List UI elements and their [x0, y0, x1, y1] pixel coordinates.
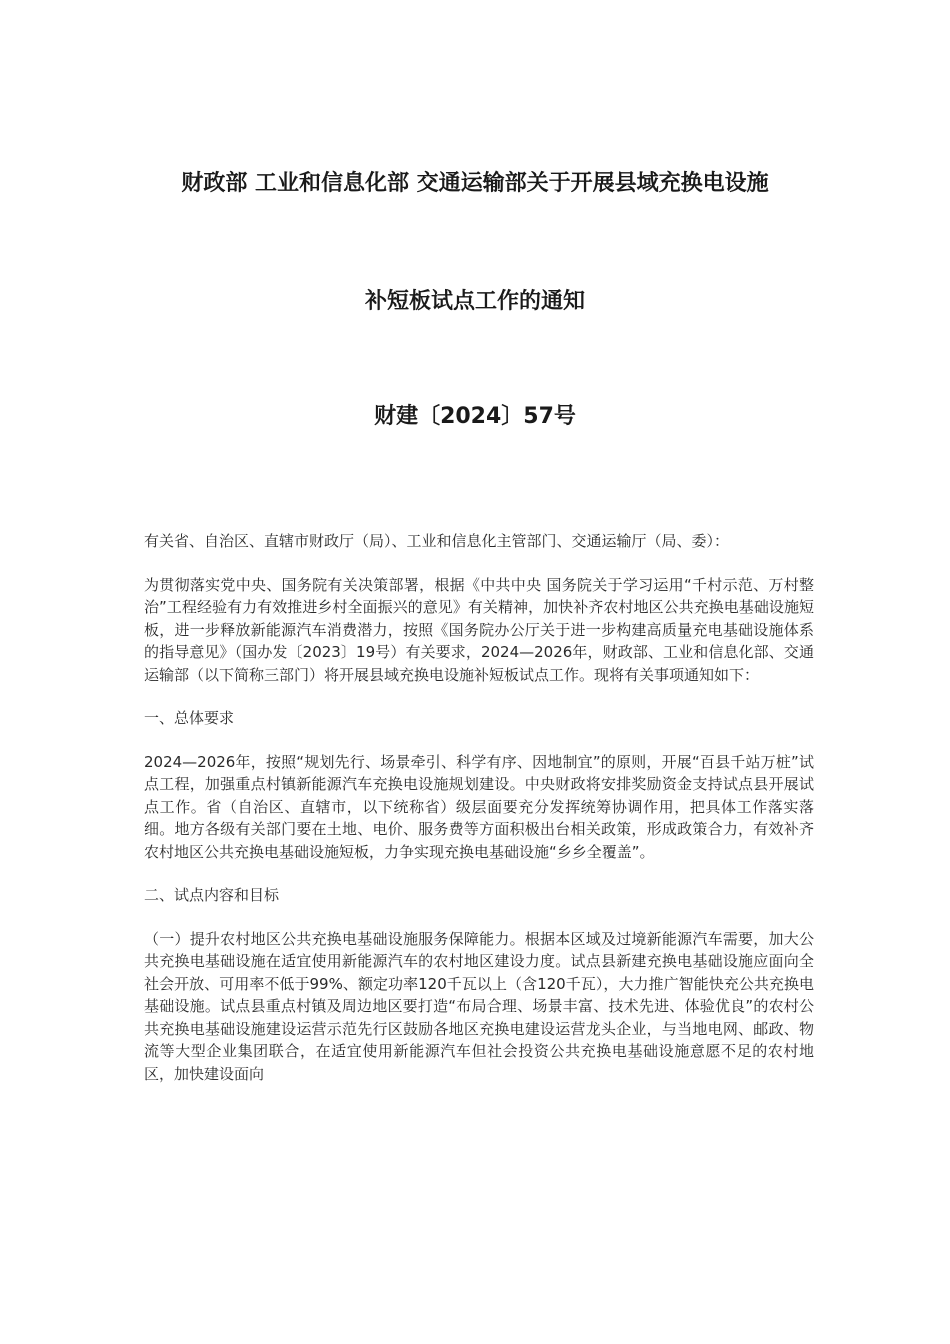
section-2-heading: 二、试点内容和目标 [144, 886, 280, 904]
document-body [144, 530, 814, 1085]
title-line-1: 财政部 工业和信息化部 交通运输部关于开展县域充换电设施 [181, 171, 769, 196]
intro-paragraph: 为贯彻落实党中央、国务院有关决策部署，根据《中共中央 国务院关于学习运用“千村示范、万村整治”工程经验有力有效推进乡村全面振兴的意见》有关精神，加快补齐农村地区公共充换电基础设施短板，进一步释放新能源汽车消费潜力，按照《国务院办公厅关于进一步构建高质量充电基础设施体系的指导意见》（国办发〔2023〕19号）有关要求，2024—2026年，财政部、工业和信息化部、交通运输部（以下简称三部门）将开展县域充换电设施补短板试点工作。现将有关事项通知如下： [144, 575, 814, 684]
section-1-paragraph: 2024—2026年，按照“规划先行、场景牵引、科学有序、因地制宜”的原则，开展“百县千站万桩”试点工程，加强重点村镇新能源汽车充换电设施规划建设。中央财政将安排奖励资金支持试点县开展试点工作。省（自治区、直辖市，以下统称省）级层面要充分发挥统筹协调作用，把具体工作落实落细。地方各级有关部门要在土地、电价、服务费等方面积极出台相关政策，形成政策合力，有效补齐农村地区公共充换电基础设施短板，力争实现充换电基础设施“乡乡全覆盖”。 [144, 752, 814, 861]
document-number: 财建〔2024〕57号 [374, 404, 576, 429]
section-1-heading: 一、总体要求 [144, 709, 235, 727]
title-line-2: 补短板试点工作的通知 [364, 289, 585, 314]
section-2-paragraph: （一）提升农村地区公共充换电基础设施服务保障能力。根据本区域及过境新能源汽车需要，加大公共充换电基础设施在适宜使用新能源汽车的农村地区建设力度。试点县新建充换电基础设施应面向全社会开放、可用率不低于99%、额定功率120千瓦以上（含120千瓦），大力推广智能快充公共充换电基础设施。试点县重点村镇及周边地区要打造“布局合理、场景丰富、技术先进、体验优良”的农村公共充换电基础设施建设运营示范先行区鼓励各地区充换电建设运营龙头企业，与当地电网、邮政、物流等大型企业集团联合，在适宜使用新能源汽车但社会投资公共充换电基础设施意愿不足的农村地区，加快建设面向 [144, 929, 814, 1083]
addressee: 有关省、自治区、直辖市财政厅（局）、工业和信息化主管部门、交通运输厅（局、委）： [144, 532, 730, 550]
